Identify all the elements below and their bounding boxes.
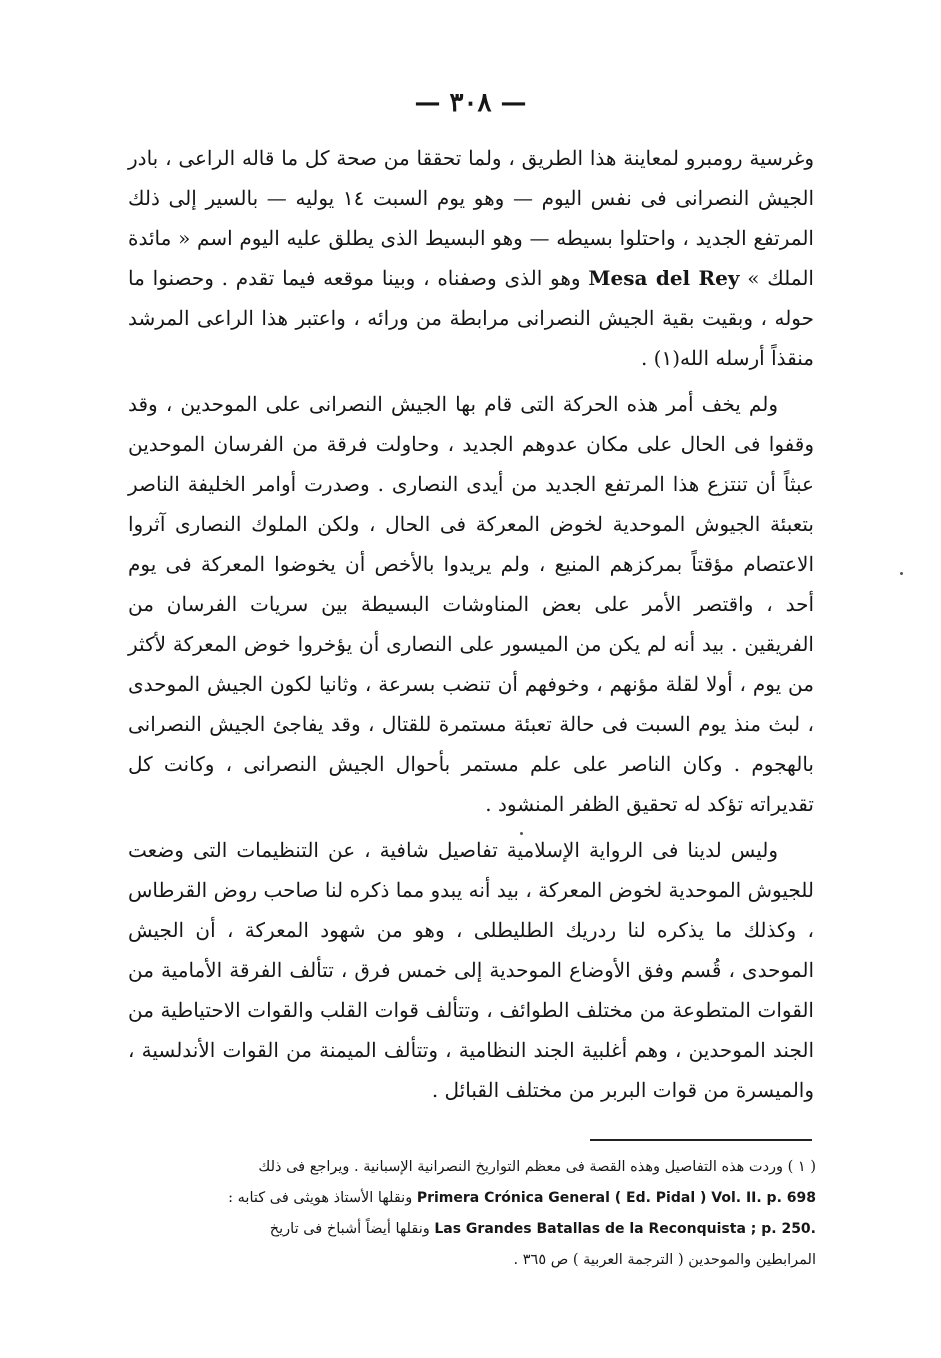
paragraph-1-line-1: وغرسية رومبرو لمعاينة هذا الطريق ، ولما تحققا من صحة كل ما قاله الراعى ، [165, 146, 815, 170]
scan-speck [520, 832, 523, 835]
paragraph-1-line-4-before: « مائدة الملك » [128, 226, 814, 290]
paragraph-2: ولم يخف أمر هذه الحركة التى قام بها الجيش النصرانى على الموحدين ، وقد وقفوا فى الحال على مكان عدوهم الجديد ، وحاولت فرقة من الفرسان الموحدين عبثاً أن تنتزع هذا المرتفع الجديد من أيدى النصارى . وصدرت أوامر الخليفة الناصر بتعبئة الجيوش الموحدية لخوض المعركة فى الحال ، ولكن الملوك النصارى آثروا الاعتصام مؤقتاً بمركزهم المنيع ، ولم يريدوا بالأخص أن يخوضوا المعركة فى يوم أحد ، واقتصر الأمر على بعض المناوشات البسيطة بين سريات الفرسان من الفريقين . بيد أنه لم يكن من الميسور على النصارى أن يؤخروا خوض المعركة لأكثر من يوم ، أولا لقلة مؤنهم ، وخوفهم أن تنضب بسرعة ، وثانيا لكون الجيش الموحدى ، لبث منذ يوم السبت فى حالة تعبئة مستمرة للقتال ، وقد يفاجئ الجيش النصرانى بالهجوم . وكان الناصر على علم مستمر بأحوال الجيش النصرانى ، وكانت كل تقديراته تؤكد له تحقيق الظفر المنشود . [128, 392, 814, 816]
paragraph-1-line-3: ذلك المرتفع الجديد ، واحتلوا بسيطه — وهو البسيط الذى يطلق عليه اليوم اسم [128, 186, 814, 250]
footnote-line-1: ( ١ ) وردت هذه التفاصيل وهذه القصة فى معظم التواريخ النصرانية الإسبانية . ويراجع فى ذلك [258, 1159, 816, 1175]
footnotes [128, 1152, 816, 1276]
footnote-line-3-text: ونقلها أيضاً أشباخ فى تاريخ [269, 1221, 430, 1237]
page-number: — ٣٠٨ — [414, 88, 527, 118]
footnote-line-3 [128, 1214, 816, 1245]
paragraph-1-line-5: وحصنوا ما حوله ، وبقيت بقية الجيش النصرانى مرابطة من ورائه ، واعتبر [128, 266, 814, 330]
latin-term-mesa-del-rey: Mesa del Rey [588, 266, 740, 290]
paragraph-1-line-2: بادر الجيش النصرانى فى نفس اليوم — وهو يوم السبت ١٤ يوليه — بالسير إلى [128, 146, 814, 210]
scan-speck [900, 572, 903, 575]
paragraph-1-line-6: هذا الراعى المرشد منقذاً أرسله الله(١) . [128, 306, 814, 370]
footnote-citation-batallas: Las Grandes Batallas de la Reconquista ; p. 250. [434, 1221, 816, 1237]
body-text [128, 138, 814, 1110]
paragraph-1-line-4-after: وهو الذى وصفناه ، وبينا موقعه فيما تقدم . [221, 266, 581, 290]
paragraph-3: وليس لدينا فى الرواية الإسلامية تفاصيل شافية ، عن التنظيمات التى وضعت للجيوش الموحدية لخوض المعركة ، بيد أنه يبدو مما ذكره لنا صاحب روض القرطاس ، وكذلك ما يذكره لنا ردريك الطليطلى ، وهو من شهود المعركة ، أن الجيش الموحدى ، قُسم وفق الأوضاع الموحدية إلى خمس فرق ، تتألف الفرقة الأمامية من القوات المتطوعة من مختلف الطوائف ، وتتألف قوات القلب والقوات الاحتياطية من الجند الموحدين ، وهم أغلبية الجند النظامية ، وتتألف الميمنة من القوات الأندلسية ، والميسرة من قوات البربر من مختلف القبائل . [128, 838, 814, 1102]
footnote-line-2 [128, 1183, 816, 1214]
footnote-line-4: المرابطين والموحدين ( الترجمة العربية ) ص ٣٦٥ . [513, 1252, 816, 1268]
paragraph-1 [128, 138, 814, 378]
footnote-citation-cronica: Primera Crónica General ( Ed. Pidal ) Vol. II. p. 698 [416, 1190, 816, 1206]
footnote-separator [590, 1139, 812, 1141]
footnote-line-2-text: ونقلها الأستاذ هويثى فى كتابه : [228, 1190, 413, 1206]
